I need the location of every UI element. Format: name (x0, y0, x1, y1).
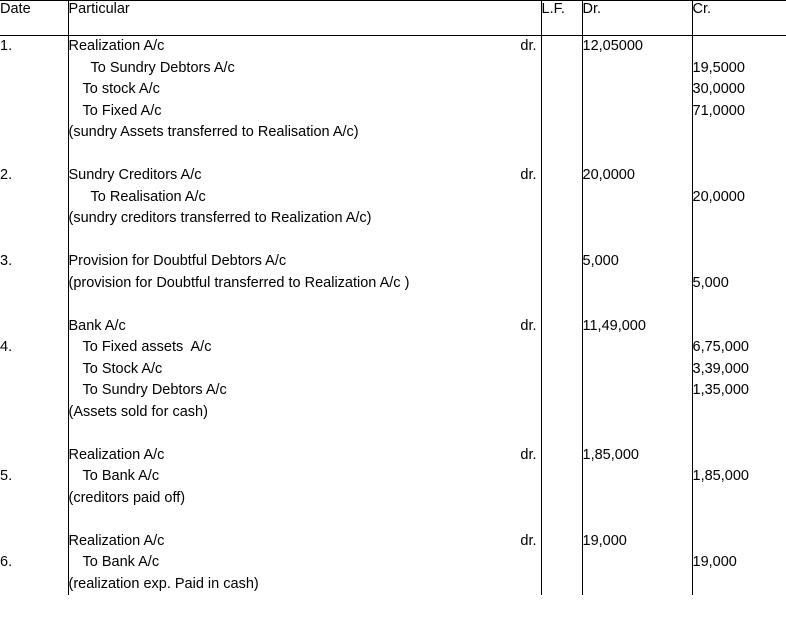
credit-amount: 19,000 (692, 554, 737, 570)
credit-amount (693, 251, 786, 273)
entry-debit-cell (582, 36, 692, 144)
debit-amount: 12,05000 (582, 38, 643, 54)
entry-number: 6. (0, 554, 13, 570)
particular-line: (sundry creditors transferred to Realization A/c) (68, 210, 372, 226)
debit-amount (583, 488, 692, 510)
header-cell-cr: Cr. (692, 1, 786, 36)
entry-date-cell (0, 316, 68, 424)
spacer-cell (541, 509, 582, 531)
entry-particular-cell (68, 445, 541, 510)
spacer-cell (0, 509, 68, 531)
entry-spacer-row (0, 423, 786, 445)
entry-lf-cell (541, 531, 582, 596)
journal-entry-row (0, 36, 786, 144)
particular-line: To Fixed assets A/c (82, 339, 212, 355)
debit-amount (583, 402, 692, 424)
particular-line: (provision for Doubtful transferred to Realization A/c ) (68, 274, 410, 291)
entry-debit-cell (582, 251, 692, 294)
credit-amount (693, 165, 786, 187)
entry-date-cell (0, 445, 68, 510)
particular-line: (Assets sold for cash) (68, 403, 208, 420)
particular-line: (creditors paid off) (68, 489, 186, 506)
credit-amount: 6,75,000 (692, 339, 749, 355)
particular-line: Bank A/c dr. (69, 316, 541, 338)
debit-amount: 20,0000 (582, 167, 635, 183)
dr-marker: dr. (520, 167, 537, 183)
particular-line: (sundry Assets transferred to Realisation A/c) (68, 124, 359, 140)
entry-debit-cell (582, 165, 692, 230)
debit-amount (583, 273, 692, 295)
spacer-cell (541, 294, 582, 316)
credit-amount (693, 122, 786, 144)
entry-credit-cell (692, 316, 786, 424)
entry-lf-cell (541, 445, 582, 510)
particular-line: (realization exp. Paid in cash) (68, 575, 259, 592)
entry-debit-cell (582, 531, 692, 596)
header-cell-lf: L.F. (541, 1, 582, 36)
spacer-cell (68, 509, 541, 531)
debit-amount (583, 380, 692, 402)
entry-lf-cell (541, 251, 582, 294)
debit-amount (583, 101, 692, 123)
header-cell-dr: Dr. (582, 1, 692, 36)
credit-amount: 1,85,000 (692, 468, 749, 484)
particular-line: To Stock A/c (82, 360, 163, 377)
particular-line: Sundry Creditors A/c dr. (69, 165, 541, 187)
debit-amount: 11,49,000 (582, 317, 646, 334)
entry-debit-cell (582, 316, 692, 424)
entry-debit-cell (582, 445, 692, 510)
credit-amount (693, 402, 786, 424)
dr-marker: dr. (520, 446, 537, 463)
credit-amount (693, 445, 786, 467)
entry-number: 1. (0, 38, 13, 54)
particular-line: To Fixed A/c (82, 102, 162, 119)
entry-date-cell (0, 165, 68, 230)
spacer-cell (541, 230, 582, 252)
debit-amount (583, 552, 692, 574)
credit-amount (693, 488, 786, 510)
spacer-cell (68, 230, 541, 252)
entry-spacer-row (0, 230, 786, 252)
journal-entry-row (0, 445, 786, 510)
journal-table (0, 1, 786, 595)
dr-marker: dr. (520, 532, 537, 549)
spacer-cell (582, 144, 692, 166)
credit-amount: 1,35,000 (692, 382, 749, 398)
spacer-cell (582, 230, 692, 252)
credit-amount: 71,0000 (692, 102, 745, 119)
credit-amount (693, 574, 786, 596)
credit-amount (693, 36, 786, 58)
spacer-cell (582, 423, 692, 445)
credit-amount (693, 531, 786, 553)
debit-amount: 5,000 (582, 253, 619, 269)
spacer-cell (68, 144, 541, 166)
header-cell-particular: Particular (68, 1, 541, 36)
entry-spacer-row (0, 509, 786, 531)
particular-line: To Bank A/c (82, 554, 160, 570)
debit-amount (583, 187, 692, 209)
spacer-cell (692, 509, 786, 531)
journal-entry-row (0, 316, 786, 424)
spacer-cell (0, 423, 68, 445)
credit-amount (693, 208, 786, 230)
spacer-cell (692, 294, 786, 316)
credit-amount: 19,5000 (692, 59, 745, 76)
entry-date-cell (0, 251, 68, 294)
debit-amount (583, 122, 692, 144)
entry-credit-cell (692, 36, 786, 144)
debit-amount (583, 79, 692, 101)
particular-line: Realization A/c dr. (69, 36, 541, 58)
particular-line: Realization A/c dr. (69, 531, 541, 553)
entry-spacer-row (0, 294, 786, 316)
particular-line: To Sundry Debtors A/c (90, 59, 235, 76)
entry-credit-cell (692, 445, 786, 510)
entry-particular-cell (68, 316, 541, 424)
particular-line: Provision for Doubtful Debtors A/c (68, 253, 287, 269)
entry-date-cell (0, 36, 68, 144)
table-header-row (0, 1, 786, 36)
entry-credit-cell (692, 531, 786, 596)
particular-line: To Bank A/c (82, 468, 160, 484)
spacer-cell (692, 144, 786, 166)
spacer-cell (582, 294, 692, 316)
journal-entry-row (0, 531, 786, 596)
spacer-cell (0, 294, 68, 316)
debit-amount: 19,000 (582, 532, 627, 549)
spacer-cell (541, 144, 582, 166)
entry-credit-cell (692, 165, 786, 230)
entry-particular-cell (68, 36, 541, 144)
entry-particular-cell (68, 165, 541, 230)
entry-particular-cell (68, 251, 541, 294)
debit-amount: 1,85,000 (582, 446, 639, 463)
entry-lf-cell (541, 36, 582, 144)
particular-line: To Realisation A/c (90, 188, 206, 205)
entry-credit-cell (692, 251, 786, 294)
spacer-cell (0, 144, 68, 166)
debit-amount (583, 337, 692, 359)
entry-number: 3. (0, 253, 13, 269)
header-cell-date: Date (0, 1, 68, 36)
spacer-cell (582, 509, 692, 531)
entry-lf-cell (541, 316, 582, 424)
debit-amount (583, 574, 692, 596)
credit-amount: 5,000 (692, 274, 729, 291)
debit-amount (583, 359, 692, 381)
debit-amount (583, 466, 692, 488)
spacer-cell (692, 230, 786, 252)
dr-marker: dr. (520, 317, 537, 334)
spacer-cell (0, 230, 68, 252)
particular-line: To Sundry Debtors A/c (82, 382, 227, 398)
debit-amount (583, 58, 692, 80)
entry-spacer-row (0, 144, 786, 166)
entry-particular-cell (68, 531, 541, 596)
entry-number: 4. (0, 339, 13, 355)
credit-amount: 30,0000 (692, 81, 745, 97)
entry-number: 2. (0, 167, 13, 183)
entry-lf-cell (541, 165, 582, 230)
credit-amount: 20,0000 (692, 188, 745, 205)
spacer-cell (68, 423, 541, 445)
debit-amount (583, 208, 692, 230)
journal-entry-row (0, 251, 786, 294)
entry-date-cell (0, 531, 68, 596)
credit-amount: 3,39,000 (692, 360, 749, 377)
spacer-cell (68, 294, 541, 316)
particular-line: Realization A/c dr. (69, 445, 541, 467)
particular-line: To stock A/c (82, 81, 160, 97)
spacer-cell (692, 423, 786, 445)
dr-marker: dr. (520, 38, 537, 54)
journal-entry-row (0, 165, 786, 230)
entry-number: 5. (0, 468, 13, 484)
credit-amount (693, 316, 786, 338)
spacer-cell (541, 423, 582, 445)
